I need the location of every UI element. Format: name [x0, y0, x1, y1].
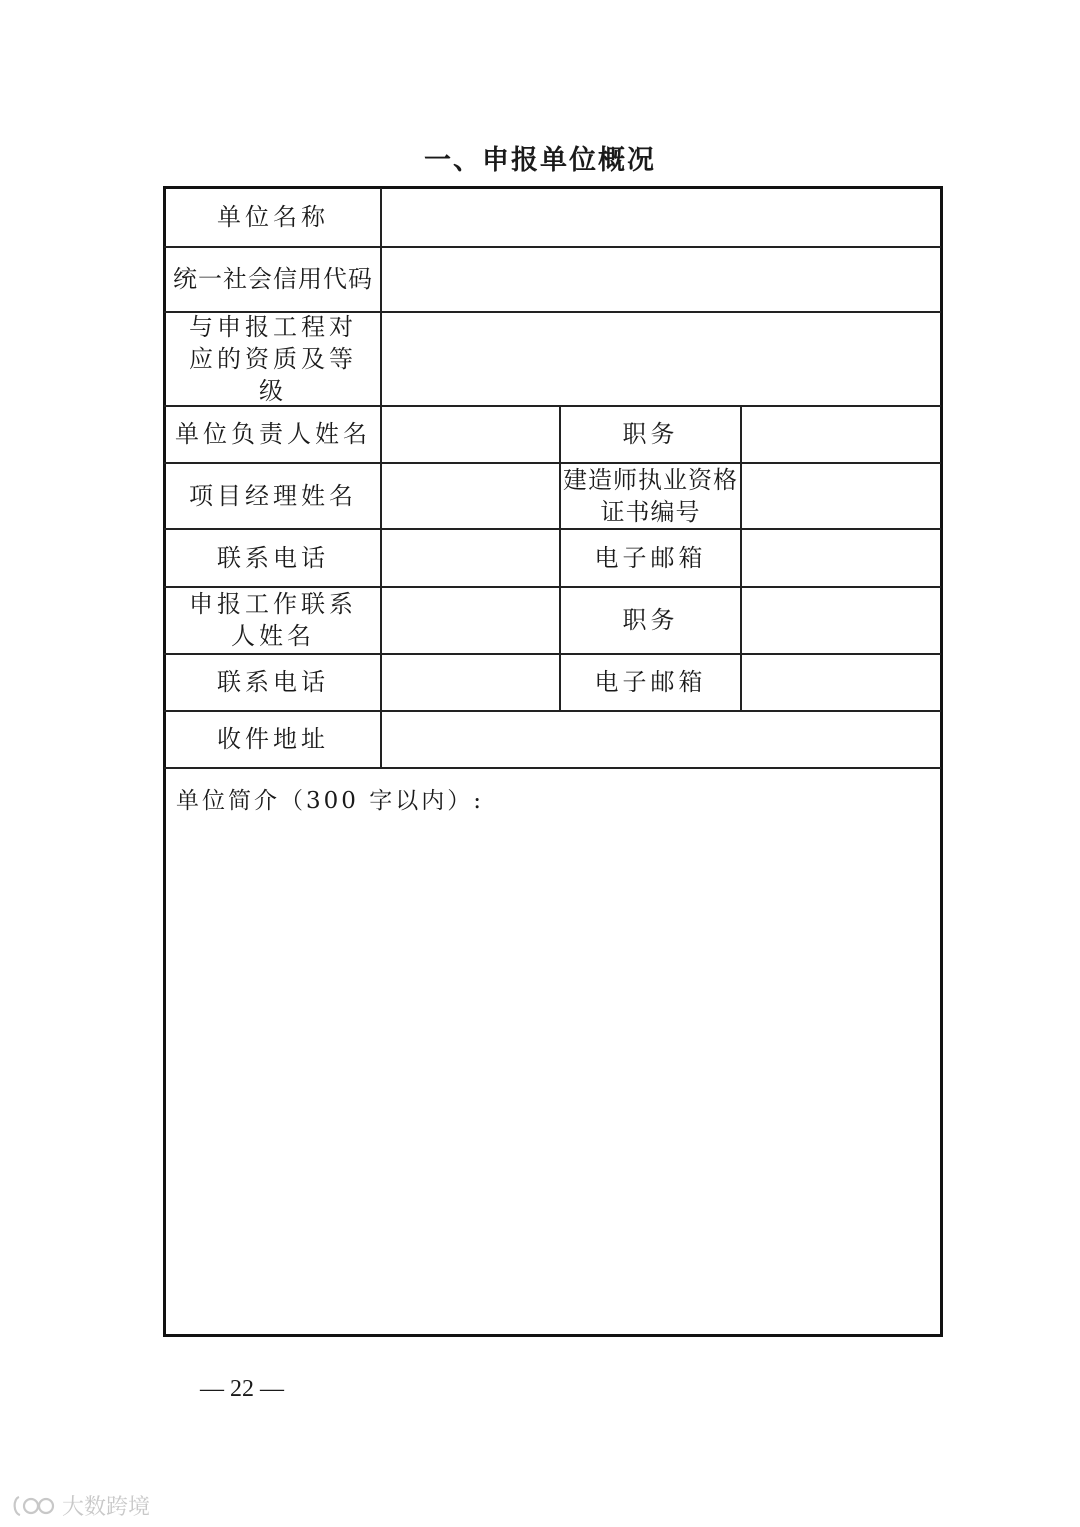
phone-1-field[interactable] — [382, 529, 559, 586]
leader-name-field[interactable] — [382, 406, 559, 462]
label-unit-name: 单位名称 — [217, 203, 329, 231]
label-leader-name: 单位负责人姓名 — [175, 420, 371, 448]
intro-label: 单位简介（300 字以内）: — [176, 788, 484, 814]
builder-cert-field[interactable] — [742, 463, 939, 528]
label-qualification: 与申报工程对应的资质及等级 — [189, 312, 357, 405]
credit-code-field[interactable] — [382, 247, 939, 311]
label-credit-code: 统一社会信用代码 — [173, 265, 373, 293]
qualification-field[interactable] — [382, 312, 939, 405]
label-email-1: 电子邮箱 — [594, 543, 707, 572]
contact-position-field[interactable] — [742, 587, 939, 653]
leader-position-field[interactable] — [742, 406, 939, 462]
label-pm-name: 项目经理姓名 — [189, 481, 357, 510]
label-leader-position: 职务 — [622, 420, 679, 448]
address-field[interactable] — [382, 711, 939, 767]
label-contact-position: 职务 — [622, 606, 679, 634]
pm-name-field[interactable] — [382, 463, 559, 528]
page-title: 一、申报单位概况 — [424, 145, 656, 176]
watermark — [10, 1490, 150, 1521]
contact-name-field[interactable] — [382, 587, 559, 653]
email-2-field[interactable] — [742, 654, 939, 710]
label-email-2: 电子邮箱 — [594, 668, 707, 696]
label-builder-cert: 建造师执业资格证书编号 — [563, 465, 738, 526]
label-address: 收件地址 — [217, 725, 329, 753]
label-phone-2: 联系电话 — [217, 668, 329, 696]
watermark-text: 大数跨境 — [62, 1495, 151, 1520]
label-contact-name: 申报工作联系人姓名 — [189, 590, 357, 650]
email-1-field[interactable] — [742, 529, 939, 586]
unit-name-field[interactable] — [382, 188, 939, 246]
intro-text-area[interactable] — [166, 822, 939, 1332]
watermark-logo-icon — [10, 1493, 56, 1519]
phone-2-field[interactable] — [382, 654, 559, 710]
page-number: — 22 — — [200, 1376, 284, 1402]
row-divider — [164, 767, 941, 769]
label-phone-1: 联系电话 — [217, 543, 329, 572]
